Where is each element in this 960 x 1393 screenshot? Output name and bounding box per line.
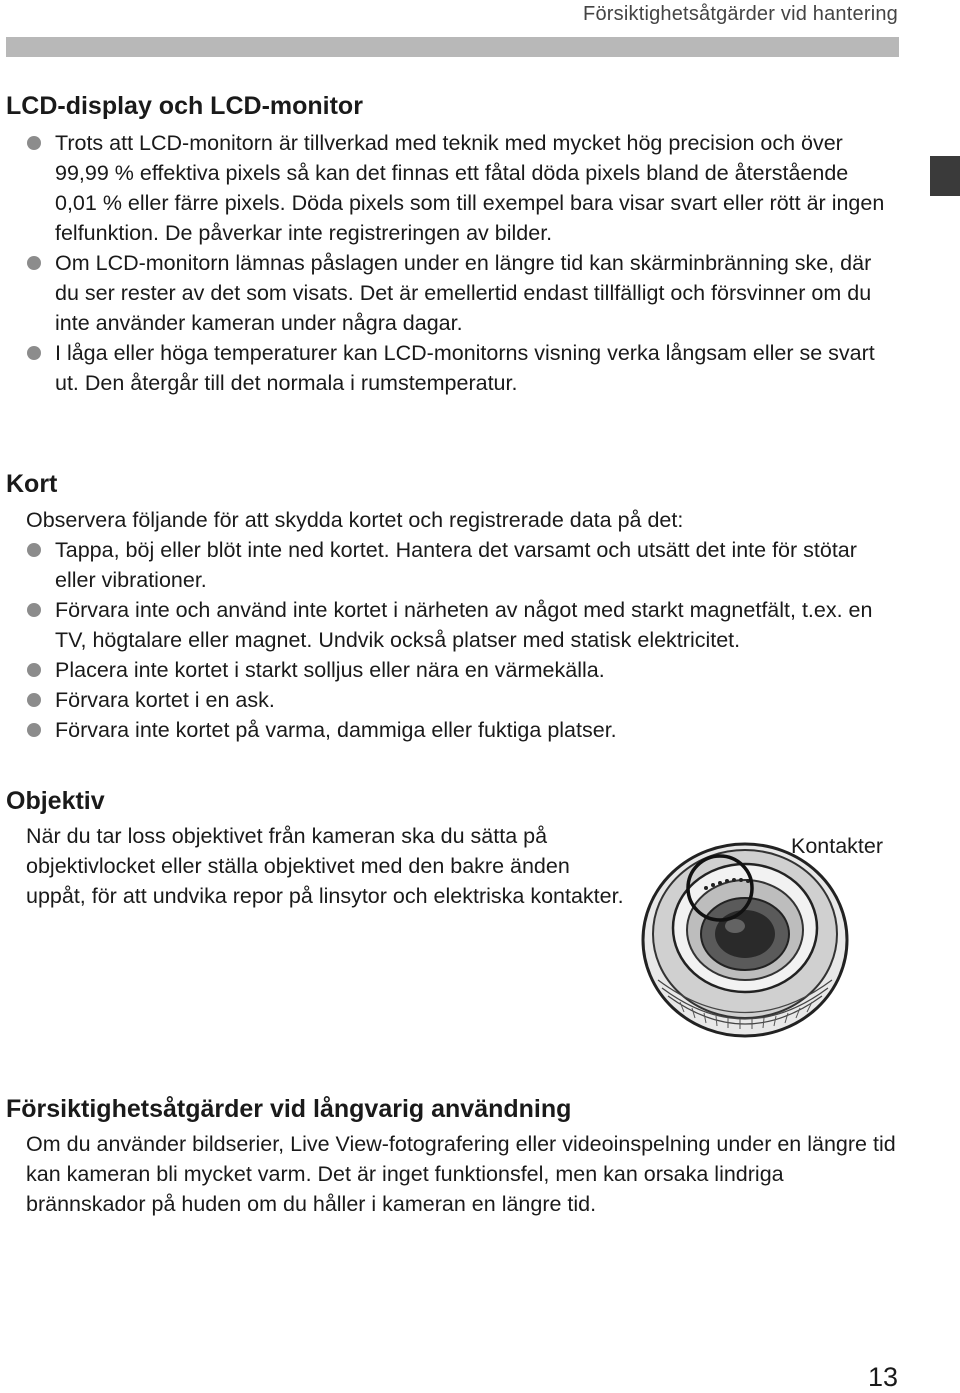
list-item bbox=[26, 715, 896, 745]
list-item bbox=[26, 128, 896, 248]
list-item bbox=[26, 655, 896, 685]
bullet-dot-icon bbox=[27, 693, 41, 707]
list-item bbox=[26, 685, 896, 715]
lcd-section-heading: LCD-display och LCD-monitor bbox=[6, 92, 363, 120]
chapter-tab-marker bbox=[930, 156, 960, 196]
header-bar bbox=[6, 37, 899, 57]
kort-section-heading: Kort bbox=[6, 470, 58, 498]
list-item bbox=[26, 595, 896, 655]
bullet-dot-icon bbox=[27, 723, 41, 737]
bullet-text: Förvara kortet i en ask. bbox=[55, 688, 275, 712]
objektiv-section-heading: Objektiv bbox=[6, 787, 105, 815]
bullet-text: Trots att LCD-monitorn är tillverkad med teknik med mycket hög precision och över 99,99 % effektiva pixels så kan det finnas ett fåtal döda pixels bland de återstående 0,01 % eller färre pixels. Döda pixels som till exempel bara visar svart eller rött är ingen felfunktion. De påverkar inte registreringen av bilder. bbox=[55, 131, 885, 245]
bullet-dot-icon bbox=[27, 256, 41, 270]
langvarig-text: Om du använder bildserier, Live View-fotografering eller videoinspelning under en längre tid kan kameran bli mycket varm. Det är inget funktionsfel, men kan orsaka lindriga brännskador på huden om du håller i kameran en längre tid. bbox=[26, 1132, 896, 1216]
list-item bbox=[26, 248, 896, 338]
langvarig-section-heading: Försiktighetsåtgärder vid långvarig användning bbox=[6, 1095, 572, 1123]
kort-intro: Observera följande för att skydda kortet och registrerade data på det: bbox=[26, 508, 684, 532]
page-number: 13 bbox=[867, 1362, 898, 1392]
lens-rear-illustration bbox=[640, 830, 900, 1050]
lcd-bullet-list bbox=[26, 128, 896, 398]
bullet-text: I låga eller höga temperaturer kan LCD-monitorns visning verka långsam eller se svart ut. Den återgår till det normala i rumstemperatur. bbox=[55, 341, 875, 395]
objektiv-text: När du tar loss objektivet från kameran ska du sätta på objektivlocket eller ställa objektivet med den bakre änden uppåt, för att undvika repor på linsytor och elektriska kontakter. bbox=[26, 824, 624, 908]
bullet-dot-icon bbox=[27, 136, 41, 150]
bullet-text: Förvara inte kortet på varma, dammiga eller fuktiga platser. bbox=[55, 718, 617, 742]
bullet-text: Tappa, böj eller blöt inte ned kortet. Hantera det varsamt och utsätt det inte för stötar eller vibrationer. bbox=[55, 538, 857, 592]
bullet-dot-icon bbox=[27, 543, 41, 557]
bullet-text: Om LCD-monitorn lämnas påslagen under en längre tid kan skärminbränning ske, där du ser rester av det som visats. Det är emellertid endast tillfälligt och försvinner om du inte använder kameran under några dagar. bbox=[55, 251, 872, 335]
figure-label-contacts: Kontakter bbox=[791, 834, 884, 858]
list-item bbox=[26, 338, 896, 398]
bullet-dot-icon bbox=[27, 603, 41, 617]
bullet-dot-icon bbox=[27, 663, 41, 677]
bullet-text: Placera inte kortet i starkt solljus eller nära en värmekälla. bbox=[55, 658, 605, 682]
kort-bullet-list bbox=[26, 535, 896, 745]
running-header: Försiktighetsåtgärder vid hantering bbox=[583, 3, 898, 25]
list-item bbox=[26, 535, 896, 595]
bullet-text: Förvara inte och använd inte kortet i närheten av något med starkt magnetfält, t.ex. en TV, högtalare eller magnet. Undvik också platser med statisk elektricitet. bbox=[55, 598, 873, 652]
bullet-dot-icon bbox=[27, 346, 41, 360]
